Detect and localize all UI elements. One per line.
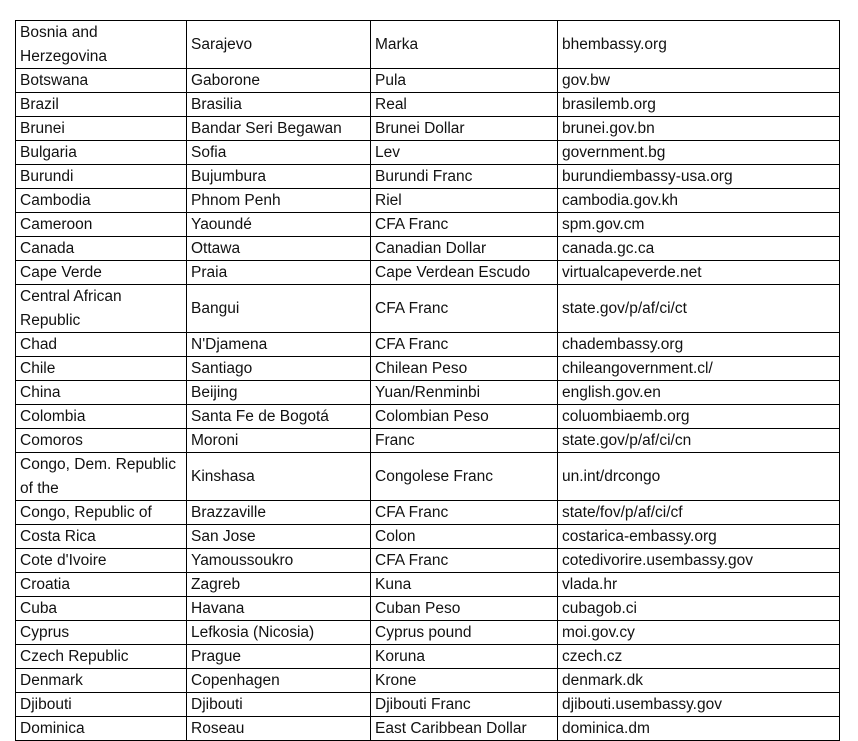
country-cell: Colombia bbox=[16, 405, 187, 429]
currency-cell: Yuan/Renminbi bbox=[371, 381, 558, 405]
capital-cell: Roseau bbox=[187, 717, 371, 741]
country-cell: Brunei bbox=[16, 117, 187, 141]
website-cell: czech.cz bbox=[558, 645, 840, 669]
website-cell: coluombiaemb.org bbox=[558, 405, 840, 429]
country-cell: Botswana bbox=[16, 69, 187, 93]
website-cell: canada.gc.ca bbox=[558, 237, 840, 261]
capital-cell: Prague bbox=[187, 645, 371, 669]
capital-cell: Bujumbura bbox=[187, 165, 371, 189]
table-body bbox=[16, 21, 840, 741]
capital-cell: Bangui bbox=[187, 285, 371, 333]
currency-cell: Lev bbox=[371, 141, 558, 165]
table-row bbox=[16, 117, 840, 141]
document-page bbox=[15, 20, 839, 741]
website-cell: djibouti.usembassy.gov bbox=[558, 693, 840, 717]
website-cell: state.gov/p/af/ci/cn bbox=[558, 429, 840, 453]
currency-cell: CFA Franc bbox=[371, 213, 558, 237]
country-cell: China bbox=[16, 381, 187, 405]
table-row bbox=[16, 429, 840, 453]
country-cell: Chad bbox=[16, 333, 187, 357]
capital-cell: Gaborone bbox=[187, 69, 371, 93]
country-cell: Canada bbox=[16, 237, 187, 261]
capital-cell: Sofia bbox=[187, 141, 371, 165]
capital-cell: San Jose bbox=[187, 525, 371, 549]
capital-cell: Brazzaville bbox=[187, 501, 371, 525]
table-row bbox=[16, 597, 840, 621]
website-cell: brunei.gov.bn bbox=[558, 117, 840, 141]
capital-cell: Copenhagen bbox=[187, 669, 371, 693]
table-row bbox=[16, 165, 840, 189]
currency-cell: CFA Franc bbox=[371, 501, 558, 525]
table-row bbox=[16, 357, 840, 381]
country-cell: Cameroon bbox=[16, 213, 187, 237]
website-cell: state/fov/p/af/ci/cf bbox=[558, 501, 840, 525]
country-cell: Czech Republic bbox=[16, 645, 187, 669]
website-cell: moi.gov.cy bbox=[558, 621, 840, 645]
country-cell: Cote d'Ivoire bbox=[16, 549, 187, 573]
table-row bbox=[16, 549, 840, 573]
website-cell: burundiembassy-usa.org bbox=[558, 165, 840, 189]
table-row bbox=[16, 69, 840, 93]
capital-cell: Havana bbox=[187, 597, 371, 621]
currency-cell: Canadian Dollar bbox=[371, 237, 558, 261]
currency-cell: Krone bbox=[371, 669, 558, 693]
table-row bbox=[16, 285, 840, 333]
country-cell: Brazil bbox=[16, 93, 187, 117]
capital-cell: Ottawa bbox=[187, 237, 371, 261]
table-row bbox=[16, 645, 840, 669]
currency-cell: Cyprus pound bbox=[371, 621, 558, 645]
capital-cell: Sarajevo bbox=[187, 21, 371, 69]
table-row bbox=[16, 717, 840, 741]
country-cell: Denmark bbox=[16, 669, 187, 693]
table-row bbox=[16, 405, 840, 429]
website-cell: brasilemb.org bbox=[558, 93, 840, 117]
table-row bbox=[16, 525, 840, 549]
currency-cell: East Caribbean Dollar bbox=[371, 717, 558, 741]
currency-cell: Riel bbox=[371, 189, 558, 213]
capital-cell: Brasilia bbox=[187, 93, 371, 117]
table-row bbox=[16, 333, 840, 357]
website-cell: dominica.dm bbox=[558, 717, 840, 741]
table-row bbox=[16, 501, 840, 525]
currency-cell: Chilean Peso bbox=[371, 357, 558, 381]
capital-cell: Djibouti bbox=[187, 693, 371, 717]
table-row bbox=[16, 93, 840, 117]
website-cell: virtualcapeverde.net bbox=[558, 261, 840, 285]
table-row bbox=[16, 381, 840, 405]
currency-cell: Marka bbox=[371, 21, 558, 69]
capital-cell: Bandar Seri Begawan bbox=[187, 117, 371, 141]
table-row bbox=[16, 453, 840, 501]
currency-cell: CFA Franc bbox=[371, 549, 558, 573]
website-cell: chadembassy.org bbox=[558, 333, 840, 357]
capital-cell: Kinshasa bbox=[187, 453, 371, 501]
country-cell: Congo, Republic of bbox=[16, 501, 187, 525]
table-row bbox=[16, 669, 840, 693]
currency-cell: Colon bbox=[371, 525, 558, 549]
website-cell: gov.bw bbox=[558, 69, 840, 93]
country-cell: Costa Rica bbox=[16, 525, 187, 549]
table-row bbox=[16, 693, 840, 717]
country-cell: Djibouti bbox=[16, 693, 187, 717]
currency-cell: Burundi Franc bbox=[371, 165, 558, 189]
website-cell: spm.gov.cm bbox=[558, 213, 840, 237]
table-row bbox=[16, 573, 840, 597]
table-row bbox=[16, 21, 840, 69]
country-cell: Dominica bbox=[16, 717, 187, 741]
country-cell: Cyprus bbox=[16, 621, 187, 645]
currency-cell: Cape Verdean Escudo bbox=[371, 261, 558, 285]
currency-cell: Colombian Peso bbox=[371, 405, 558, 429]
website-cell: english.gov.en bbox=[558, 381, 840, 405]
table-row bbox=[16, 261, 840, 285]
country-cell: Chile bbox=[16, 357, 187, 381]
capital-cell: Zagreb bbox=[187, 573, 371, 597]
capital-cell: Moroni bbox=[187, 429, 371, 453]
capital-cell: Santiago bbox=[187, 357, 371, 381]
country-cell: Congo, Dem. Republic of the bbox=[16, 453, 187, 501]
capital-cell: Praia bbox=[187, 261, 371, 285]
currency-cell: Real bbox=[371, 93, 558, 117]
website-cell: costarica-embassy.org bbox=[558, 525, 840, 549]
capital-cell: Santa Fe de Bogotá bbox=[187, 405, 371, 429]
currency-cell: Koruna bbox=[371, 645, 558, 669]
capital-cell: N'Djamena bbox=[187, 333, 371, 357]
currency-cell: Franc bbox=[371, 429, 558, 453]
website-cell: denmark.dk bbox=[558, 669, 840, 693]
website-cell: state.gov/p/af/ci/ct bbox=[558, 285, 840, 333]
country-cell: Central African Republic bbox=[16, 285, 187, 333]
country-cell: Cuba bbox=[16, 597, 187, 621]
currency-cell: Cuban Peso bbox=[371, 597, 558, 621]
country-cell: Cape Verde bbox=[16, 261, 187, 285]
currency-cell: Pula bbox=[371, 69, 558, 93]
capital-cell: Beijing bbox=[187, 381, 371, 405]
currency-cell: Djibouti Franc bbox=[371, 693, 558, 717]
currency-cell: Congolese Franc bbox=[371, 453, 558, 501]
website-cell: un.int/drcongo bbox=[558, 453, 840, 501]
capital-cell: Yaoundé bbox=[187, 213, 371, 237]
table-row bbox=[16, 237, 840, 261]
countries-table bbox=[15, 20, 840, 741]
country-cell: Burundi bbox=[16, 165, 187, 189]
website-cell: cambodia.gov.kh bbox=[558, 189, 840, 213]
currency-cell: CFA Franc bbox=[371, 285, 558, 333]
website-cell: chileangovernment.cl/ bbox=[558, 357, 840, 381]
capital-cell: Phnom Penh bbox=[187, 189, 371, 213]
table-row bbox=[16, 621, 840, 645]
country-cell: Cambodia bbox=[16, 189, 187, 213]
currency-cell: Brunei Dollar bbox=[371, 117, 558, 141]
website-cell: cubagob.ci bbox=[558, 597, 840, 621]
website-cell: government.bg bbox=[558, 141, 840, 165]
country-cell: Bosnia and Herzegovina bbox=[16, 21, 187, 69]
table-row bbox=[16, 213, 840, 237]
currency-cell: CFA Franc bbox=[371, 333, 558, 357]
website-cell: vlada.hr bbox=[558, 573, 840, 597]
country-cell: Croatia bbox=[16, 573, 187, 597]
table-row bbox=[16, 141, 840, 165]
website-cell: cotedivorire.usembassy.gov bbox=[558, 549, 840, 573]
capital-cell: Lefkosia (Nicosia) bbox=[187, 621, 371, 645]
capital-cell: Yamoussoukro bbox=[187, 549, 371, 573]
website-cell: bhembassy.org bbox=[558, 21, 840, 69]
country-cell: Comoros bbox=[16, 429, 187, 453]
country-cell: Bulgaria bbox=[16, 141, 187, 165]
table-row bbox=[16, 189, 840, 213]
currency-cell: Kuna bbox=[371, 573, 558, 597]
